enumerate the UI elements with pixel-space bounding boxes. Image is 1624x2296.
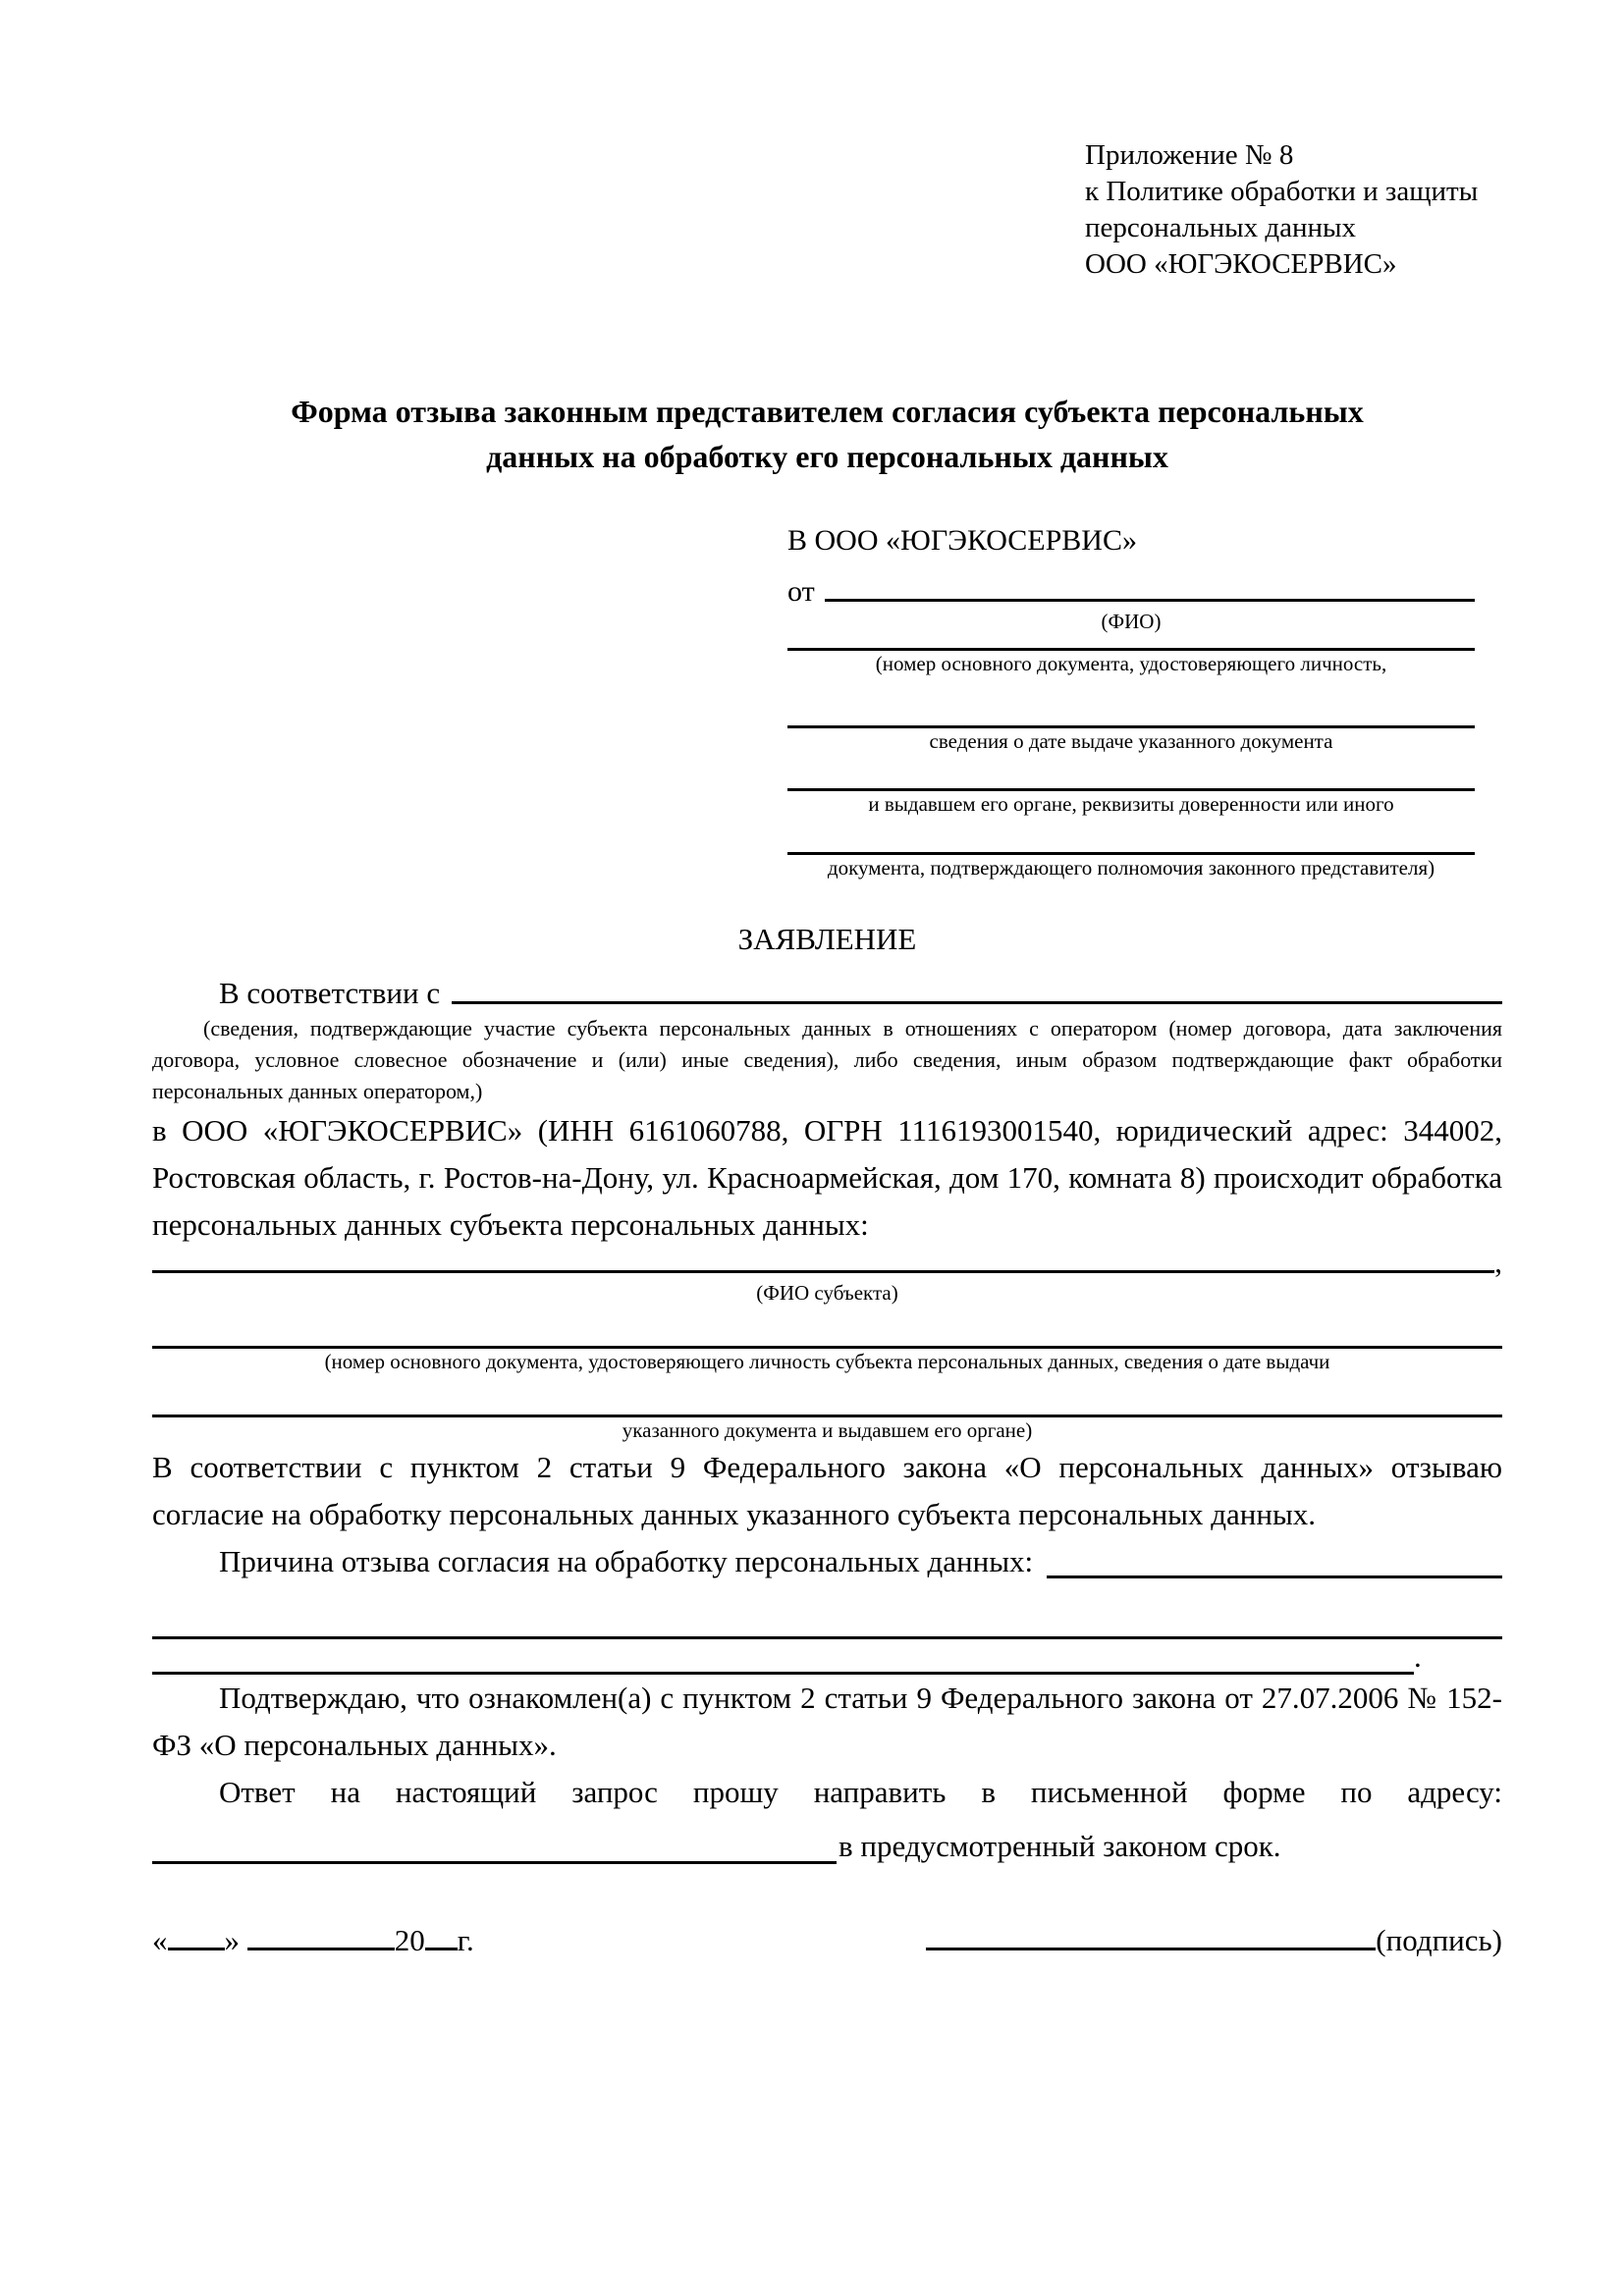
signature-caption: (подпись) bbox=[1376, 1923, 1502, 1957]
subject-doc-caption: указанного документа и выдавшем его органе) bbox=[622, 1418, 1033, 1442]
blank-line bbox=[1047, 1575, 1502, 1578]
trailing-period: . bbox=[1414, 1639, 1422, 1674]
addressee-to: В ООО «ЮГЭКОСЕРВИС» bbox=[787, 524, 1137, 557]
subject-fio-row bbox=[152, 1245, 1502, 1280]
from-blank-line bbox=[825, 599, 1475, 602]
intro-row bbox=[152, 960, 1502, 1011]
century: 20 bbox=[394, 1923, 425, 1957]
withdrawal-paragraph: В соответствии с пунктом 2 статьи 9 Федерального закона «О персональных данных» отзываю согласие на обработку персональных данных указанного субъекта персональных данных. bbox=[152, 1450, 1502, 1531]
operator-paragraph: в ООО «ЮГЭКОСЕРВИС» (ИНН 6161060788, ОГРН 1116193001540, юридический адрес: 344002, Ростовская область, г. Ростов-на-Дону, ул. Красноармейская, дом 170, комната 8) происходит обработка персональных данных субъекта персональных данных: bbox=[152, 1113, 1502, 1242]
blank-line bbox=[152, 1585, 1502, 1639]
trailing-comma: , bbox=[1494, 1245, 1502, 1279]
reply-suffix: в предусмотренный законом срок. bbox=[839, 1829, 1281, 1863]
document-title: Форма отзыва законным представителем согласия субъекта персональных данных на обработку его персональных данных bbox=[291, 394, 1364, 474]
statement-heading: ЗАЯВЛЕНИЕ bbox=[737, 922, 917, 956]
blank-line bbox=[152, 1270, 1494, 1273]
date-line bbox=[152, 1919, 474, 1962]
reply-address-row bbox=[152, 1816, 1502, 1864]
doc-caption: документа, подтверждающего полномочия законного представителя) bbox=[827, 856, 1435, 880]
reason-prefix: Причина отзыва согласия на обработку персональных данных: bbox=[219, 1544, 1034, 1578]
appendix-line: к Политике обработки и защиты bbox=[1085, 176, 1479, 207]
appendix-line: ООО «ЮГЭКОСЕРВИС» bbox=[1085, 248, 1397, 280]
blank-line bbox=[787, 635, 1475, 651]
blank-line bbox=[787, 818, 1475, 855]
appendix-line: персональных данных bbox=[1085, 212, 1357, 243]
signature-line bbox=[926, 1919, 1502, 1962]
intro-prefix: В соответствии с bbox=[219, 976, 441, 1010]
appendix-block bbox=[1085, 137, 1502, 283]
small-print-note: (сведения, подтверждающие участие субъекта персональных данных в отношениях с оператором (номер договора, дата заключения договора, условное словесное обозначение и (или) иные сведения), либо сведения, иным образом подтверждающие факт обработки персональных данных оператором,) bbox=[152, 1016, 1502, 1103]
blank-year bbox=[425, 1948, 458, 1950]
signature-footer bbox=[152, 1919, 1502, 1962]
blank-line bbox=[452, 1001, 1502, 1004]
doc-caption: (номер основного документа, удостоверяющего личность, bbox=[875, 652, 1387, 675]
addressee-block bbox=[787, 520, 1475, 881]
doc-caption: и выдавшем его органе, реквизиты доверенности или иного bbox=[868, 792, 1394, 816]
confirm-paragraph: Подтверждаю, что ознакомлен(а) с пунктом 2 статьи 9 Федерального закона от 27.07.2006 № 152-ФЗ «О персональных данных». bbox=[152, 1681, 1502, 1762]
doc-caption: сведения о дате выдаче указанного документа bbox=[929, 729, 1333, 753]
blank-line-row bbox=[152, 1639, 1502, 1675]
from-row bbox=[787, 561, 1475, 609]
subject-fio-caption: (ФИО субъекта) bbox=[756, 1281, 898, 1305]
blank-month bbox=[247, 1948, 395, 1950]
fio-caption: (ФИО) bbox=[1101, 610, 1162, 633]
appendix-line: Приложение № 8 bbox=[1085, 139, 1294, 171]
blank-line bbox=[152, 1861, 837, 1864]
blank-line bbox=[152, 1375, 1502, 1417]
year-suffix: г. bbox=[457, 1923, 474, 1957]
blank-line bbox=[787, 677, 1475, 728]
blank-line bbox=[152, 1307, 1502, 1349]
blank-day bbox=[168, 1948, 225, 1950]
from-label: от bbox=[787, 575, 815, 608]
subject-doc-caption: (номер основного документа, удостоверяющего личность субъекта персональных данных, сведения о дате выдачи bbox=[324, 1350, 1330, 1373]
blank-line bbox=[787, 755, 1475, 791]
blank-signature bbox=[926, 1948, 1376, 1950]
quote-close: » bbox=[224, 1923, 240, 1957]
quote-open: « bbox=[152, 1923, 168, 1957]
reason-row bbox=[152, 1538, 1502, 1585]
reply-prefix: Ответ на настоящий запрос прошу направить в письменной форме по адресу: bbox=[219, 1775, 1502, 1809]
